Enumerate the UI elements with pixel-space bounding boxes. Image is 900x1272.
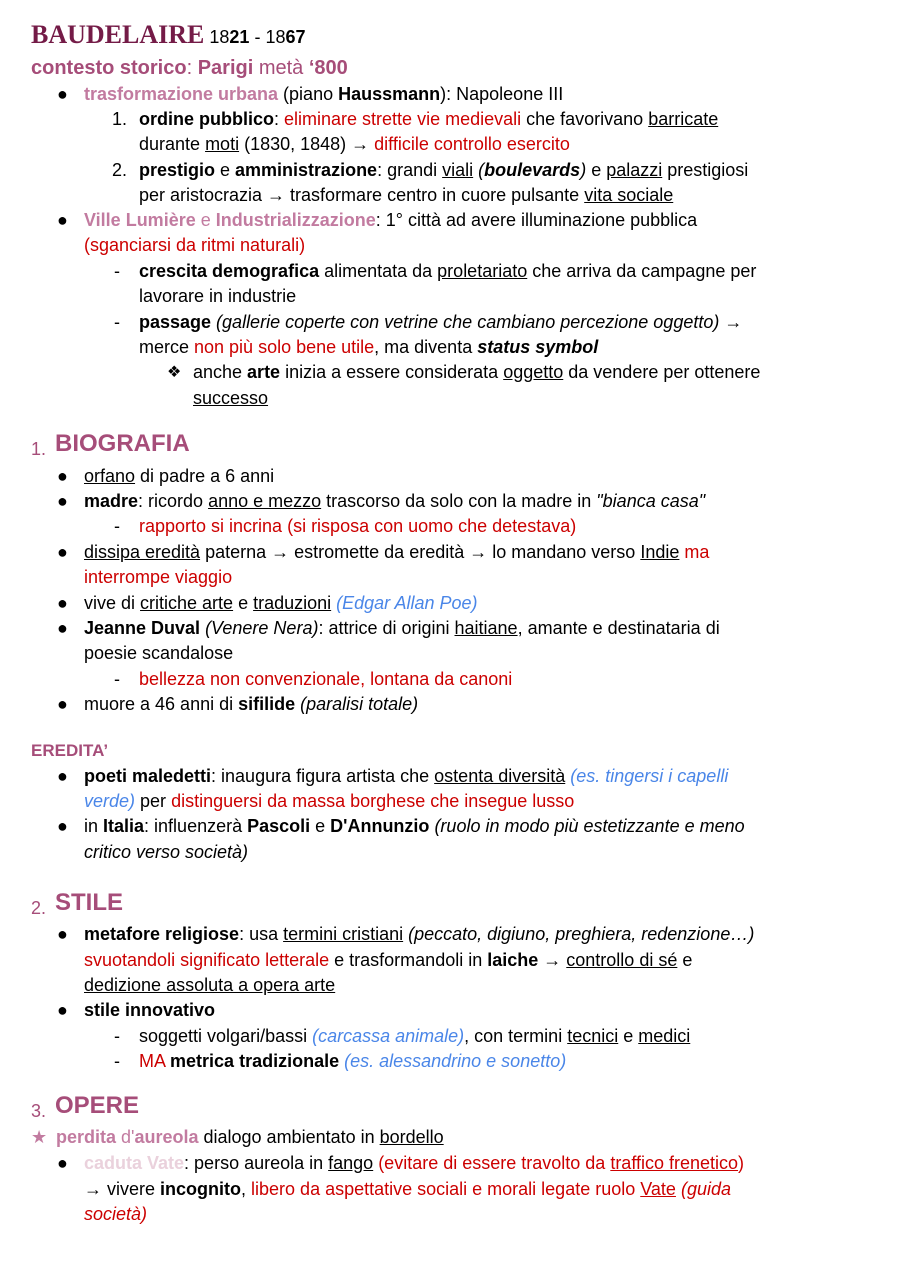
- line-content: [56, 1125, 444, 1150]
- bullet-icon: ●: [57, 618, 68, 638]
- text-span: amministrazione: [235, 160, 378, 180]
- text-span: D'Annunzio: [330, 816, 430, 836]
- text-span: "bianca casa": [596, 491, 706, 511]
- text-span: (gallerie coperte con vetrine che cambiano percezione oggetto): [211, 312, 725, 332]
- text-span: (Edgar Allan Poe): [331, 593, 478, 613]
- line-content: [84, 1151, 744, 1176]
- line-content: [139, 158, 748, 183]
- text-span: stile innovativo: [84, 1000, 216, 1020]
- text-span: dialogo ambientato in: [198, 1127, 380, 1147]
- text-span: interrompe viaggio: [84, 567, 233, 587]
- text-span: e: [677, 950, 693, 970]
- star-icon: ★: [31, 1127, 48, 1147]
- text-span: Indie: [640, 542, 680, 562]
- text-span: ,: [241, 1179, 252, 1199]
- text-span: anche: [193, 362, 248, 382]
- text-span: (carcassa animale): [312, 1026, 465, 1046]
- text-span: muore a 46 anni di: [84, 694, 239, 714]
- bullet-icon: ●: [57, 816, 68, 836]
- text-span: caduta Vate: [84, 1153, 185, 1173]
- text-span: moti: [205, 134, 240, 154]
- text-span: alimentata da: [319, 261, 438, 281]
- text-span: e trasformandoli in: [329, 950, 488, 970]
- text-span: eliminare strette vie medievali: [284, 109, 522, 129]
- bullet-icon: ●: [57, 694, 68, 714]
- text-span: successo: [193, 388, 269, 408]
- text-span: ordine pubblico: [139, 109, 274, 129]
- line-content: [31, 22, 306, 50]
- bullet-icon: ●: [57, 84, 68, 104]
- text-span: verde): [84, 791, 136, 811]
- text-span: OPERE: [55, 1092, 140, 1119]
- text-span: : usa: [239, 924, 284, 944]
- dash-marker: -: [114, 261, 120, 281]
- text-span: svuotandoli significato letterale: [84, 950, 330, 970]
- line-content: [139, 1024, 690, 1049]
- text-span: trascorso da solo con la madre in: [321, 491, 597, 511]
- text-span: e: [195, 210, 216, 230]
- text-span: e: [233, 593, 254, 613]
- line-content: [84, 922, 754, 947]
- death-year-a: - 18: [249, 27, 286, 47]
- page-title: BAUDELAIRE: [31, 20, 205, 49]
- text-span: e: [618, 1026, 639, 1046]
- line-content: [139, 259, 756, 284]
- text-span: (sganciarsi da ritmi naturali): [84, 235, 306, 255]
- number-marker: 1.: [112, 109, 128, 129]
- text-span: non più solo bene utile: [194, 337, 375, 357]
- text-span: , ma diventa: [374, 337, 478, 357]
- text-span: barricate: [648, 109, 719, 129]
- text-span: d': [116, 1127, 135, 1147]
- line-content: [84, 789, 574, 814]
- text-span: : ricordo: [138, 491, 209, 511]
- text-span: (1830, 1848) →: [239, 134, 375, 154]
- line-content: [84, 464, 274, 489]
- text-span: ): [580, 160, 587, 180]
- line-content: [84, 616, 720, 641]
- text-span: Ville Lumière: [84, 210, 196, 230]
- text-span: termini cristiani: [283, 924, 404, 944]
- text-span: (piano: [278, 84, 339, 104]
- text-span: status symbol: [477, 337, 599, 357]
- text-span: società): [84, 1204, 148, 1224]
- text-span: durante: [139, 134, 206, 154]
- text-span: Pascoli: [247, 816, 311, 836]
- text-span: : inaugura figura artista che: [211, 766, 435, 786]
- bullet-icon: ●: [57, 1153, 68, 1173]
- text-span: e: [310, 816, 331, 836]
- text-span: 3.: [31, 1101, 47, 1121]
- text-span: arte: [247, 362, 281, 382]
- bullet-icon: ●: [57, 766, 68, 786]
- line-content: [84, 489, 705, 514]
- line-content: [139, 335, 598, 360]
- text-span: Italia: [103, 816, 145, 836]
- text-span: →: [724, 312, 743, 332]
- text-span: EREDITA’: [31, 741, 109, 760]
- bullet-icon: ●: [57, 491, 68, 511]
- text-span: perdita: [56, 1127, 117, 1147]
- text-span: merce: [139, 337, 195, 357]
- text-span: Haussmann: [338, 84, 441, 104]
- text-span: Industrializzazione: [215, 210, 376, 230]
- text-span: poesie scandalose: [84, 643, 234, 663]
- text-span: tecnici: [567, 1026, 619, 1046]
- text-span: bordello: [379, 1127, 444, 1147]
- text-span: haitiane: [454, 618, 518, 638]
- text-span: paterna → estromette da eredità → lo mandano verso: [200, 542, 641, 562]
- text-span: STILE: [55, 889, 124, 916]
- text-span: :: [186, 57, 198, 79]
- text-span: (ruolo in modo più estetizzante e meno: [429, 816, 745, 836]
- line-content: [139, 132, 570, 157]
- text-span: →: [538, 950, 567, 970]
- text-span: ): Napoleone III: [440, 84, 564, 104]
- text-span: dissipa eredità: [84, 542, 201, 562]
- text-span: passage: [139, 312, 212, 332]
- bullet-icon: ●: [57, 593, 68, 613]
- text-span: proletariato: [437, 261, 528, 281]
- text-span: incognito: [160, 1179, 242, 1199]
- text-span: BIOGRAFIA: [55, 430, 190, 457]
- text-span: : attrice di origini: [318, 618, 455, 638]
- text-span: MA: [139, 1051, 166, 1071]
- line-content: [139, 183, 673, 208]
- text-span: ): [738, 1153, 745, 1173]
- line-content: [84, 692, 418, 717]
- number-marker: 2.: [112, 160, 128, 180]
- text-span: , amante e destinataria di: [517, 618, 720, 638]
- dash-marker: -: [114, 1051, 120, 1071]
- text-span: (evitare di essere travolto da: [373, 1153, 611, 1173]
- text-span: ‘800: [308, 57, 348, 79]
- line-content: [84, 948, 692, 973]
- text-span: e: [215, 160, 236, 180]
- text-span: (: [478, 160, 485, 180]
- diamond-icon: ❖: [167, 364, 182, 381]
- text-span: metrica tradizionale: [170, 1051, 340, 1071]
- text-span: → vivere: [84, 1179, 161, 1199]
- text-span: fango: [328, 1153, 374, 1173]
- text-span: Vate: [640, 1179, 676, 1199]
- text-span: lavorare in industrie: [139, 286, 297, 306]
- text-span: trasformazione urbana: [84, 84, 279, 104]
- text-span: , con termini: [464, 1026, 568, 1046]
- bullet-icon: ●: [57, 210, 68, 230]
- text-span: orfano: [84, 466, 136, 486]
- line-content: [84, 1177, 731, 1202]
- text-span: da vendere per ottenere: [563, 362, 761, 382]
- text-span: prestigiosi: [662, 160, 749, 180]
- text-span: rapporto si incrina (si risposa con uomo che detestava): [139, 516, 577, 536]
- text-span: anno e mezzo: [208, 491, 322, 511]
- text-span: madre: [84, 491, 139, 511]
- text-span: ma: [679, 542, 710, 562]
- line-content: [84, 208, 697, 233]
- text-span: per: [135, 791, 172, 811]
- text-span: palazzi: [606, 160, 663, 180]
- text-span: Jeanne Duval: [84, 618, 201, 638]
- line-content: contesto storico: Parigi metà ‘800: [31, 57, 348, 79]
- birth-year-b: 21: [229, 27, 250, 47]
- text-span: soggetti volgari/bassi: [139, 1026, 313, 1046]
- text-span: controllo di sé: [566, 950, 678, 970]
- bullet-icon: ●: [57, 1000, 68, 1020]
- birth-year-a: 18: [209, 27, 230, 47]
- text-span: metafore religiose: [84, 924, 240, 944]
- line-content: [84, 82, 563, 107]
- dash-marker: -: [114, 516, 120, 536]
- text-span: vive di: [84, 593, 141, 613]
- text-span: che arriva da campagne per: [527, 261, 757, 281]
- text-span: (es. tingersi i capelli: [565, 766, 729, 786]
- text-span: inizia a essere considerata: [280, 362, 504, 382]
- dash-marker: -: [114, 669, 120, 689]
- text-span: 1.: [31, 439, 47, 459]
- text-span: in: [84, 816, 104, 836]
- text-span: traduzioni: [253, 593, 332, 613]
- text-span: bellezza non convenzionale, lontana da canoni: [139, 669, 513, 689]
- text-span: : 1° città ad avere illuminazione pubblica: [375, 210, 698, 230]
- text-span: crescita demografica: [139, 261, 320, 281]
- text-span: e: [586, 160, 607, 180]
- bullet-icon: ●: [57, 466, 68, 486]
- text-span: ostenta diversità: [434, 766, 566, 786]
- line-content: [139, 107, 718, 132]
- line-content: [84, 540, 709, 565]
- text-span: laiche: [487, 950, 539, 970]
- text-span: vita sociale: [584, 185, 674, 205]
- line-content: [84, 814, 745, 839]
- text-span: distinguersi da massa borghese che insegue lusso: [171, 791, 575, 811]
- text-span: libero da aspettative sociali e morali legate ruolo: [251, 1179, 641, 1199]
- text-span: sifilide: [238, 694, 296, 714]
- text-span: poeti maledetti: [84, 766, 212, 786]
- text-span: aureola: [134, 1127, 199, 1147]
- text-span: 2.: [31, 898, 47, 918]
- line-content: [139, 310, 742, 335]
- text-span: (es. alessandrino e sonetto): [339, 1051, 567, 1071]
- text-span: (paralisi totale): [295, 694, 419, 714]
- death-year-b: 67: [285, 27, 306, 47]
- text-span: di padre a 6 anni: [135, 466, 275, 486]
- bullet-icon: ●: [57, 542, 68, 562]
- line-content: [84, 764, 728, 789]
- text-span: : influenzerà: [144, 816, 248, 836]
- text-span: prestigio: [139, 160, 216, 180]
- text-span: (guida: [675, 1179, 731, 1199]
- dash-marker: -: [114, 312, 120, 332]
- text-span: medici: [638, 1026, 691, 1046]
- text-span: per aristocrazia → trasformare centro in cuore pulsante: [139, 185, 585, 205]
- text-span: metà: [253, 57, 309, 79]
- text-span: critiche arte: [140, 593, 234, 613]
- text-span: dedizione assoluta a opera arte: [84, 975, 336, 995]
- text-span: difficile controllo esercito: [374, 134, 570, 154]
- text-span: : grandi: [377, 160, 443, 180]
- text-span: critico verso società): [84, 842, 249, 862]
- text-span: (Venere Nera): [200, 618, 319, 638]
- text-span: traffico frenetico: [610, 1153, 739, 1173]
- text-span: viali: [442, 160, 474, 180]
- text-span: che favorivano: [521, 109, 649, 129]
- text-span: Parigi: [197, 57, 254, 79]
- text-span: boulevards: [484, 160, 581, 180]
- text-span: oggetto: [503, 362, 564, 382]
- line-content: [193, 360, 760, 385]
- text-span: : perso aureola in: [184, 1153, 329, 1173]
- text-span: :: [274, 109, 285, 129]
- text-span: (peccato, digiuno, preghiera, redenzione…): [403, 924, 755, 944]
- line-content: [84, 591, 478, 616]
- line-content: [139, 1049, 566, 1074]
- bullet-icon: ●: [57, 924, 68, 944]
- dash-marker: -: [114, 1026, 120, 1046]
